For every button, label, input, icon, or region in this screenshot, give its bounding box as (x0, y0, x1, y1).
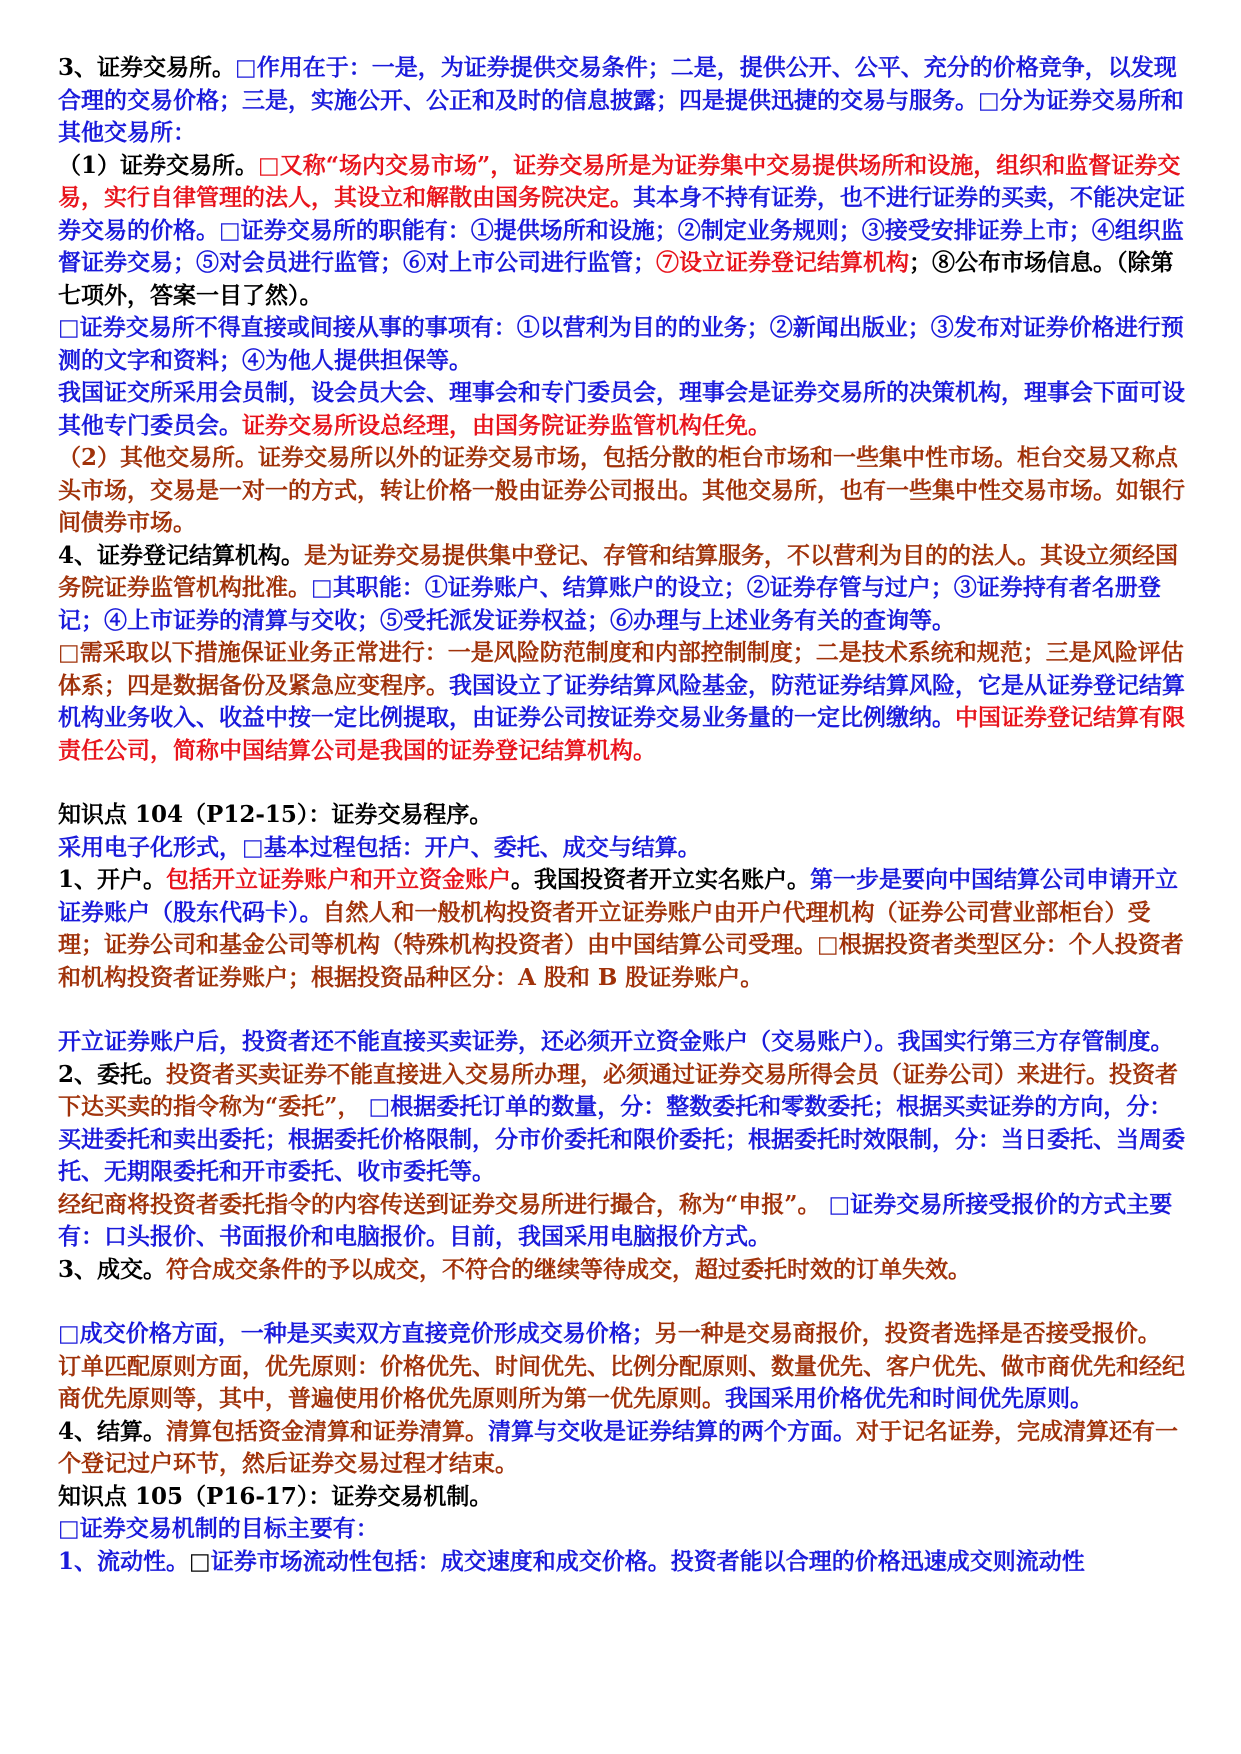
paragraph (58, 442, 1188, 540)
text-run: 证券市场流动性包括：成交速度和成交价格。投资者能以合理的价格迅速成交则流动性 (210, 1547, 1085, 1575)
blank-line (58, 1286, 1188, 1318)
paragraph (58, 312, 1188, 377)
blank-line (58, 994, 1188, 1026)
text-run: 经纪商将投资者委托指令的内容传送到证券交易所进行撮合，称为“申报”。 (58, 1190, 829, 1218)
text-run: □成交价格方面，一种是买卖双方直接竞价形成交易价格； (58, 1320, 655, 1347)
text-run: ⑦设立证券登记结算机构 (656, 249, 909, 276)
blank-line (58, 767, 1188, 799)
text-run: 采用电子化形式，□基本过程包括：开户、委托、成交与结算。 (58, 833, 701, 861)
text-run: 开立证券账户后，投资者还不能直接买卖证券，还必须开立资金账户（交易账户）。我国实行第三方存管制度。 (58, 1028, 1174, 1055)
text-run: 。我国投资者开立实名账户。 (511, 866, 811, 893)
text-run: 订单匹配原则方面，优先原则：价格优先、时间优先、比例分配原则、数量优先、客户优先、做市商优先和经纪商优先原则等，其中，普遍使用价格优先原则所为第一优先原则。 (58, 1352, 1185, 1412)
text-run: □又称“场内交易市场”，证券交易所是为证券集中交易提供场所和设施，组织和监督证券交易，实行自律管理的法人，其设立和解散由国务院决定。 (58, 151, 1181, 211)
paragraph (58, 1481, 1188, 1514)
text-run: 符合成交条件的予以成交，不符合的继续等待成交，超过委托时效的订单失效。 (166, 1255, 972, 1283)
text-run: □证券交易机制的目标主要有： (58, 1515, 379, 1542)
text-run: 1、流动性。 (58, 1547, 190, 1575)
text-run: 4、证券登记结算机构。 (58, 541, 305, 569)
text-run: □需采取以下措施保证业务正常进行：一是风险防范制度和内部控制制度；二是技术系统和规范；三是风险评估体系；四是数据备份及紧急应变程序。 (58, 639, 1184, 699)
paragraph (58, 864, 1188, 994)
text-run: 另一种是交易商报价，投资者选择是否接受报价。 (654, 1320, 1161, 1347)
paragraph (58, 799, 1188, 832)
text-run: □其职能：①证券账户、结算账户的设立；②证券存管与过户；③证券持有者名册登记；④上市证券的清算与交收；⑤受托派发证券权益；⑥办理与上述业务有关的查询等。 (58, 574, 1161, 634)
text-run: （1）证券交易所。 (58, 151, 259, 179)
text-run: 清算包括资金清算和证券清算。 (166, 1417, 489, 1445)
text-run: 中国证券登记结算有限责任公司，简称中国结算公司是我国的证券登记结算机构。 (58, 704, 1185, 764)
text-run: □证券交易所不得直接或间接从事的事项有：①以营利为目的的业务；②新闻出版业；③发布对证券价格进行预测的文字和资料；④为他人提供担保等。 (58, 314, 1184, 374)
paragraph (58, 1416, 1188, 1481)
text-run: 证券交易所设总经理，由国务院证券监管机构任免。 (242, 411, 771, 439)
text-run: 自然人和一般机构投资者开立证券账户由开户代理机构（证券公司营业部柜台）受理；证券公司和基金公司等机构（特殊机构投资者）由中国结算公司受理。□根据投资者类型区分：个人投资者和机构投资者证券账户；根据投资品种区分：A 股和 B 股证券账户。 (58, 898, 1184, 991)
paragraph (58, 1254, 1188, 1287)
text-run: ；⑧公布市场信息。（除第七项外，答案一目了然）。 (58, 249, 1174, 309)
text-run: 2、委托。 (58, 1060, 167, 1088)
paragraph (58, 52, 1188, 150)
text-run: 我国证交所采用会员制，设会员大会、理事会和专门委员会，理事会是证券交易所的决策机构，理事会下面可设其他专门委员会。 (58, 379, 1185, 439)
text-run: 知识点 104（P12-15）：证券交易程序。 (58, 801, 493, 828)
text-run: 我国设立了证券结算风险基金，防范证券结算风险，它是从证券登记结算机构业务收入、收益中按一定比例提取，由证券公司按证券交易业务量的一定比例缴纳。 (58, 671, 1185, 731)
text-run: 是为证券交易提供集中登记、存管和结算服务，不以营利为目的的法人。其设立须经国务院证券监管机构批准。 (58, 541, 1179, 601)
text-run: □作用在于：一是，为证券提供交易条件；二是，提供公开、公平、充分的价格竞争，以发现合理的交易价格；三是，实施公开、公正和及时的信息披露；四是提供迅捷的交易与服务。□分为证券交易所和其他交易所： (58, 54, 1184, 146)
paragraph (58, 1059, 1188, 1189)
text-run: 4、结算。 (58, 1417, 167, 1445)
text-run: 投资者买卖证券不能直接进入交易所办理，必须通过证券交易所得会员（证券公司）来进行。投资者下达买卖的指令称为“委托”， (58, 1060, 1179, 1120)
text-run: □根据委托订单的数量，分：整数委托和零数委托；根据买卖证券的方向，分：买进委托和卖出委托；根据委托价格限制，分市价委托和限价委托；根据委托时效限制，分：当日委托、当周委托、无期限委托和开市委托、收市委托等。 (58, 1093, 1185, 1185)
paragraph (58, 637, 1188, 767)
text-run: 知识点 105（P16-17）：证券交易机制。 (58, 1482, 493, 1510)
text-run: □证券交易所接受报价的方式主要有：口头报价、书面报价和电脑报价。目前，我国采用电脑报价方式。 (58, 1190, 1173, 1250)
paragraph (58, 540, 1188, 638)
text-run: 第一步是要向中国结算公司申请开立证券账户（股东代码卡）。 (58, 866, 1179, 926)
text-run: 包括开立证券账户和开立资金账户 (166, 866, 512, 893)
text-run: 清算与交收是证券结算的两个方面。 (488, 1417, 857, 1445)
paragraph (58, 150, 1188, 313)
paragraph (58, 1351, 1188, 1416)
text-run: 我国采用价格优先和时间优先原则。 (725, 1385, 1093, 1412)
paragraph (58, 1189, 1188, 1254)
document-page (58, 52, 1188, 1578)
paragraph (58, 832, 1188, 865)
paragraph (58, 1546, 1188, 1579)
text-run: 其本身不持有证券，也不进行证券的买卖，不能决定证券交易的价格。□证券交易所的职能有：①提供场所和设施；②制定业务规则；③接受安排证券上市；④组织监督证券交易；⑤对会员进行监管；⑥对上市公司进行监管； (58, 184, 1185, 276)
text-run: 1、开户。 (58, 866, 167, 893)
paragraph (58, 1513, 1188, 1546)
paragraph (58, 1318, 1188, 1351)
text-run: □ (189, 1547, 211, 1575)
text-run: （2）其他交易所。证券交易所以外的证券交易市场，包括分散的柜台市场和一些集中性市场。柜台交易又称点头市场，交易是一对一的方式，转让价格一般由证券公司报出。其他交易所，也有一些集中性交易市场。如银行间债券市场。 (58, 444, 1185, 536)
text-run: 对于记名证券，完成清算还有一个登记过户环节，然后证券交易过程才结束。 (58, 1417, 1179, 1477)
paragraph (58, 377, 1188, 442)
paragraph (58, 1026, 1188, 1059)
text-run: 3、证券交易所。 (58, 54, 236, 81)
text-run: 3、成交。 (58, 1255, 167, 1283)
